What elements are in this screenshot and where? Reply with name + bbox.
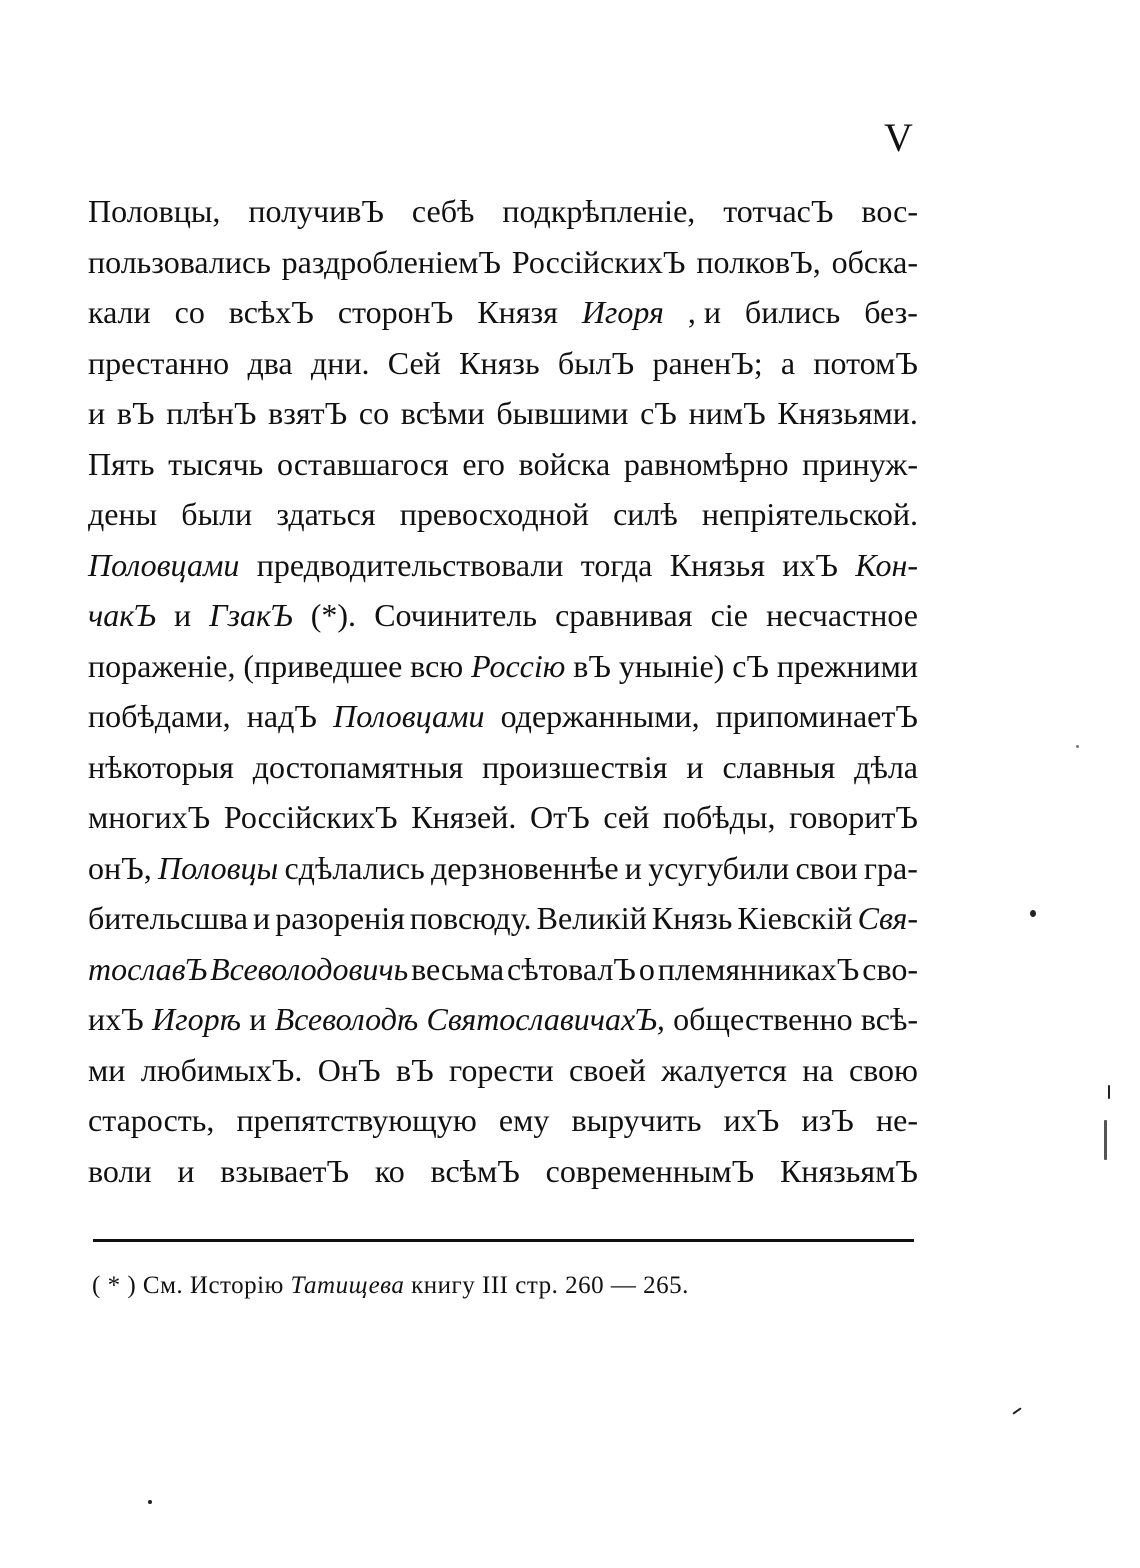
word: горести [449,1051,554,1088]
word: на [802,1051,834,1088]
word: Князя [477,294,558,330]
word: и [174,597,192,633]
word: раненЪ; [652,344,763,381]
word: разоренія [275,900,405,936]
word: жалуется [661,1051,787,1088]
text-line [88,489,918,540]
word: а [780,344,796,381]
italic-word: тославЪ [88,950,208,987]
scan-speck [1030,910,1036,917]
text-line [88,944,918,995]
word: сіе [710,597,748,633]
footnote-marker: ( * ) [92,1272,137,1299]
word: престанно [88,344,230,381]
word: РоссійскихЪ [223,799,398,835]
word: сдѣлались [284,849,425,886]
word: изЪ [801,1102,854,1138]
word: были [181,496,253,532]
word: плѣнЪ [166,395,257,431]
italic-word: Половцы [157,849,279,886]
word: побѣдами, [88,698,231,734]
italic-word: Игоря [581,294,664,330]
scan-speck [1108,1085,1110,1099]
word: дѣла [854,748,918,785]
word: равномѣрно [623,445,789,482]
word: и [88,395,106,431]
word: нѣкоторыя [88,748,234,785]
word: полковЪ, [696,243,821,280]
word: одержанными, [500,698,700,734]
word: препятствующую [236,1102,477,1138]
word: Сей [387,344,441,381]
word: прежними [776,647,918,684]
word: современнымЪ [545,1152,755,1189]
text-line [88,1146,918,1197]
word: дни. [310,344,370,381]
italic-word: СвятославичахЪ, [426,1001,665,1037]
word: дены [88,496,158,532]
word: Кіевскій [737,900,853,936]
word: всѣхЪ [228,294,314,330]
italic-word: Кон- [855,546,918,583]
word: со [174,294,205,330]
word: свои [795,849,858,886]
italic-word: чакЪ [88,597,156,633]
word: принуж- [802,445,918,482]
italic-word: Свя- [857,900,918,936]
word: Сочинитель [374,597,537,633]
word: взятЪ [268,395,348,431]
word: получивЪ [248,193,384,229]
text-line [88,691,918,742]
word: непріятельской. [701,496,918,532]
text-line [88,338,918,389]
word: сторонЪ [337,294,454,330]
word: говоритЪ [789,799,918,835]
scan-speck [1104,1120,1107,1160]
word: свою [848,1051,918,1088]
text-line [88,287,918,338]
word: взываетЪ [220,1152,350,1189]
italic-word: Всеволодовичь [210,950,409,987]
text-line [88,590,918,641]
word: обска- [831,243,918,280]
word: Князья [669,546,765,583]
word: ихЪ [723,1102,780,1138]
word: войска [518,445,611,482]
word: Пять [88,445,155,482]
scan-speck [1012,1407,1021,1414]
italic-word: Россію [471,647,566,684]
word: КнязьямЪ [779,1152,918,1189]
word: Князей. [411,799,517,835]
text-line [88,1095,918,1146]
word: достопамятныя [252,748,464,785]
word: всю [410,647,464,684]
text-line [88,439,918,490]
word: повсюду. [409,900,532,936]
scan-speck [148,1500,152,1504]
text-line [88,1045,918,1096]
word: тысячь [168,445,264,482]
word: Князьями. [777,395,918,431]
word: сво- [862,950,918,987]
italic-word: Игорѣ [151,1001,241,1037]
word: без- [864,294,918,330]
text-line [88,388,918,439]
text-line [88,893,918,944]
word: ми [88,1051,126,1088]
word: здаться [276,496,376,532]
word: тотчасЪ [723,193,834,229]
word: раздробленіемЪ [281,243,501,280]
word: (приведшее [243,647,403,684]
word: ихЪ [88,1001,144,1037]
word: всѣмЪ [430,1152,520,1189]
word: Половцы, [88,193,221,229]
word: и [252,900,271,936]
word: вос- [861,193,918,229]
word: РоссійскихЪ [511,243,686,280]
word: бывшими [496,395,629,431]
word: его [462,445,505,482]
footnote-text-before: См. Исторію [136,1272,291,1299]
word: и [624,849,642,886]
text-line [88,994,918,1045]
word: сей [603,799,650,835]
word: вЪ [116,395,155,431]
word: славныя [722,748,836,785]
italic-word: ГзакЪ [209,597,293,633]
word: не- [876,1102,918,1138]
word: Князь [459,344,540,381]
word: (*). [310,597,357,633]
word: былЪ [557,344,635,381]
word: ОнЪ [317,1051,381,1088]
word: всѣ- [860,1001,918,1037]
word: сравнивая [555,597,693,633]
word: и [177,1152,195,1189]
word: ОтЪ [529,799,590,835]
word: потомЪ [813,344,918,381]
footnote-text-after: книгу III стр. 260 — 265. [404,1272,689,1299]
word: сЪ [732,647,769,684]
word: припоминаетЪ [715,698,918,734]
text-line [88,540,918,591]
text-line [88,843,918,894]
italic-word: Половцами [88,546,240,583]
word: тогда [580,546,653,583]
word: бительсшва [88,900,248,936]
word: силѣ [613,496,678,532]
text-line [88,237,918,288]
text-line [88,792,918,843]
word: выручить [571,1102,702,1138]
word: подкрѣпленіе, [502,193,696,229]
word: кали [88,294,151,330]
text-line [88,186,918,237]
word: вЪ [573,647,611,684]
word: и [686,748,704,785]
word: пользовались [88,243,271,280]
word: несчастное [766,597,918,633]
main-text [88,186,918,1196]
word: нимЪ [688,395,766,431]
word: пораженіе, [88,647,236,684]
text-line [88,641,918,692]
word: побѣды, [662,799,776,835]
word: ихЪ [782,546,839,583]
word: Князь [651,900,733,936]
word: Великій [536,900,647,936]
word: о [638,950,655,987]
word: ко [374,1152,405,1189]
italic-word: Половцами [333,698,485,734]
scan-speck [1076,745,1079,748]
word: превосходной [399,496,589,532]
word: произшествія [482,748,668,785]
word: предводительствовали [256,546,564,583]
word: надЪ [246,698,317,734]
word: вЪ [395,1051,434,1088]
word: онЪ, [88,849,152,886]
word: всѣми [400,395,485,431]
word: сѣтовалЪ [507,950,636,987]
word: своей [569,1051,646,1088]
page-number: V [884,115,913,160]
word: два [247,344,293,381]
word: ему [498,1102,550,1138]
word: гра- [863,849,918,886]
word: воли [88,1152,152,1189]
word: сЪ [640,395,677,431]
word: любимыхЪ. [140,1051,303,1088]
word: усугубили [648,849,790,886]
word: , и [687,294,721,330]
word: себѣ [411,193,475,229]
word: и [249,1001,267,1037]
word: дерзновеннѣе [430,849,619,886]
word: весьма [411,950,505,987]
word: со [358,395,390,431]
word: оставшагося [277,445,449,482]
italic-word: Всеволодѣ [274,1001,419,1037]
footnote [92,1272,689,1300]
text-line [88,742,918,793]
word: старость, [88,1102,215,1138]
word: общественно [673,1001,853,1037]
footnote-author: Татищева [290,1272,405,1299]
word: бились [744,294,841,330]
word: уныніе) [618,647,725,684]
footnote-divider [93,1239,914,1242]
word: многихЪ [88,799,211,835]
word: племянникахЪ [657,950,860,987]
